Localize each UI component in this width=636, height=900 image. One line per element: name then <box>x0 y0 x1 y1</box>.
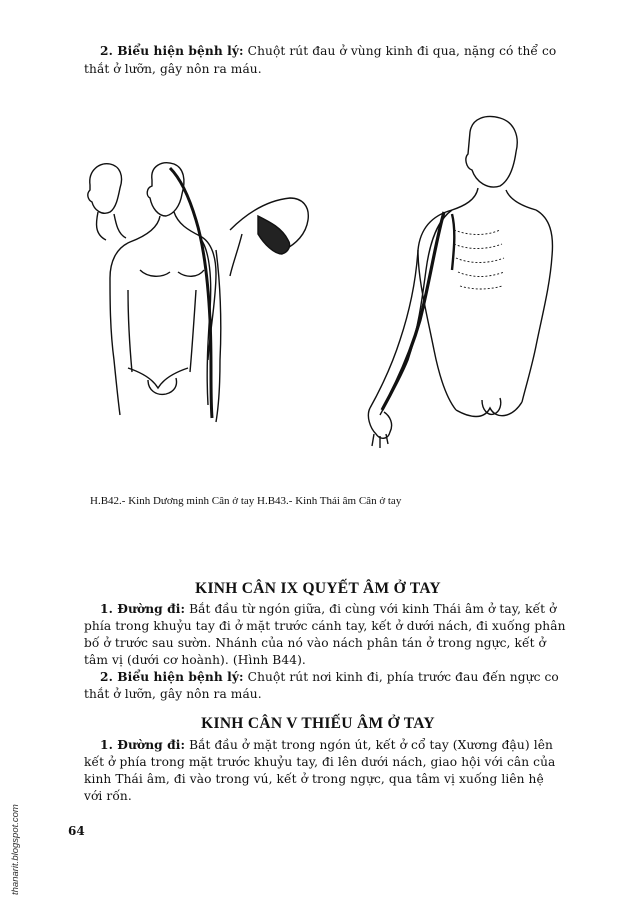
section-v-p1-line4: với rốn. <box>84 789 132 803</box>
top-section-line1 <box>100 43 556 60</box>
section-ix-p1-line3: bố ở trước sau sườn. Nhánh của nó vào nách phân tán ở trong ngực, kết ở <box>84 636 546 650</box>
section-v-p1-text-1: Bắt đầu ở mặt trong ngón út, kết ở cổ tay (Xương đậu) lên <box>189 738 553 752</box>
figure-b42-illustration <box>70 150 330 440</box>
page-number: 64 <box>68 824 85 838</box>
section-ix-p1-line1 <box>100 601 557 618</box>
figures-caption: H.B42.- Kinh Dương minh Cân ở tay H.B43.- Kinh Thái âm Cân ở tay <box>90 495 402 507</box>
section-ix-p1-text-1: Bắt đầu từ ngón giữa, đi cùng với kinh Thái âm ở tay, kết ở <box>189 602 557 616</box>
section-ix-heading: KINH CÂN IX QUYẾT ÂM Ở TAY <box>195 580 441 597</box>
section-ix-p1-line4: tâm vị (dưới cơ hoành). (Hình B44). <box>84 653 306 667</box>
section-ix-p2-label: 2. Biểu hiện bệnh lý: <box>100 670 244 684</box>
section-v-heading: KINH CÂN V THIẾU ÂM Ở TAY <box>201 715 435 732</box>
top-section-label: 2. Biểu hiện bệnh lý: <box>100 44 244 58</box>
figure-b43-illustration <box>360 110 570 455</box>
section-ix-p2-text-1: Chuột rút nơi kinh đi, phía trước đau đến ngực co <box>247 670 559 684</box>
blog-watermark: thanarit.blogspot.com <box>10 804 21 895</box>
section-ix-p2-line2: thắt ở lưỡn, gây nôn ra máu. <box>84 687 262 701</box>
section-v-p1-line3: kinh Thái âm, đi vào trong vú, kết ở trong ngực, qua tâm vị xuống liên hệ <box>84 772 544 786</box>
top-section-line2 <box>84 61 262 78</box>
section-ix-p1-label: 1. Đường đi: <box>100 602 186 616</box>
section-ix-p2-line1 <box>100 669 559 686</box>
section-ix-p1-line2: phía trong khuỷu tay đi ở mặt trước cánh tay, kết ở dưới nách, đi xuống phân <box>84 619 566 633</box>
top-section-text-2: thắt ở lưỡn, gây nôn ra máu. <box>84 62 262 76</box>
section-v-p1-line2: kết ở phía trong mặt trước khuỷu tay, đi lên dưới nách, giao hội với cân của <box>84 755 556 769</box>
top-section-text-1: Chuột rút đau ở vùng kinh đi qua, nặng có thể co <box>247 44 557 58</box>
section-v-p1-line1 <box>100 737 553 754</box>
section-v-p1-label: 1. Đường đi: <box>100 738 186 752</box>
